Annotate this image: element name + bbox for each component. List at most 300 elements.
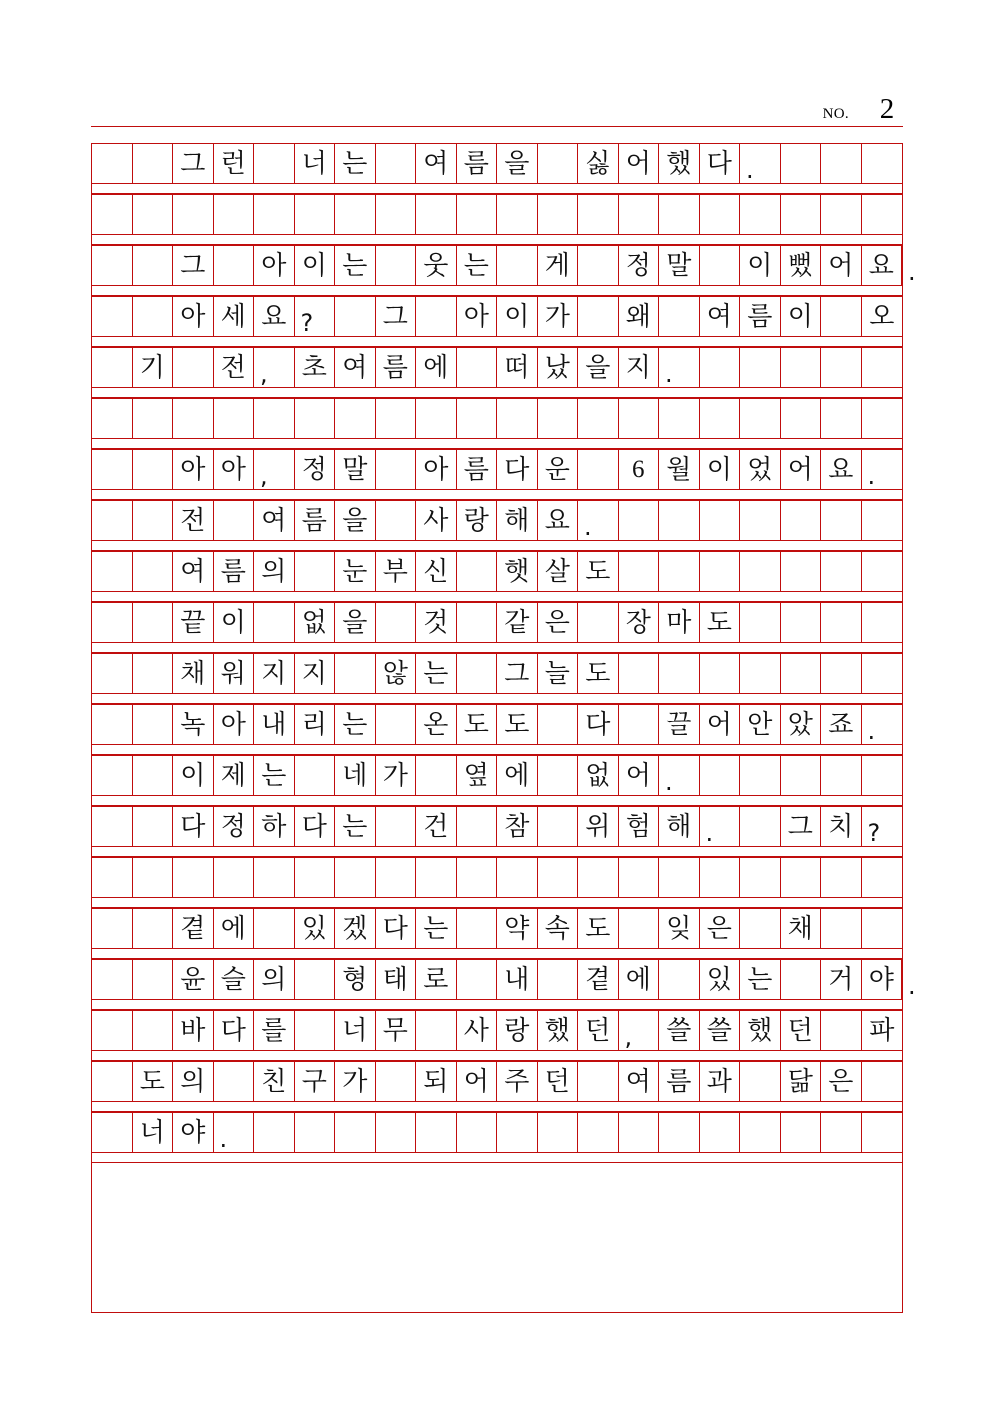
manuscript-cell[interactable]: 내 [497, 960, 538, 999]
manuscript-cell[interactable]: . [867, 717, 876, 745]
manuscript-cell[interactable] [416, 756, 457, 795]
manuscript-cell[interactable] [659, 858, 700, 897]
manuscript-cell[interactable] [92, 603, 133, 642]
manuscript-cell[interactable] [659, 1113, 700, 1152]
manuscript-cell[interactable] [376, 501, 417, 540]
manuscript-cell[interactable]: 이 [295, 246, 336, 285]
manuscript-cell[interactable]: 부 [376, 552, 417, 591]
manuscript-cell[interactable] [862, 399, 903, 438]
manuscript-cell[interactable]: 운 [538, 450, 579, 489]
manuscript-cell[interactable] [214, 195, 255, 234]
manuscript-cell[interactable]: 약 [497, 909, 538, 948]
manuscript-cell[interactable]: 는 [335, 807, 376, 846]
manuscript-cell[interactable]: 도 [700, 603, 741, 642]
manuscript-cell[interactable]: 전 [173, 501, 214, 540]
manuscript-cell[interactable] [376, 1062, 417, 1101]
manuscript-cell[interactable] [578, 858, 619, 897]
manuscript-cell[interactable]: 아 [457, 297, 498, 336]
manuscript-cell[interactable] [92, 297, 133, 336]
manuscript-cell[interactable]: 너 [335, 1011, 376, 1050]
manuscript-cell[interactable]: 을 [578, 348, 619, 387]
manuscript-cell[interactable]: 했 [740, 1011, 781, 1050]
manuscript-cell[interactable]: 끌 [659, 705, 700, 744]
manuscript-cell[interactable]: 에 [214, 909, 255, 948]
manuscript-cell[interactable] [295, 1011, 336, 1050]
manuscript-cell[interactable] [578, 1113, 619, 1152]
manuscript-cell[interactable] [821, 1113, 862, 1152]
manuscript-cell[interactable]: 에 [619, 960, 660, 999]
manuscript-cell[interactable] [92, 960, 133, 999]
manuscript-cell[interactable]: 을 [497, 144, 538, 183]
manuscript-cell[interactable] [376, 705, 417, 744]
manuscript-cell[interactable] [821, 195, 862, 234]
manuscript-cell[interactable] [740, 603, 781, 642]
manuscript-cell[interactable] [497, 858, 538, 897]
manuscript-cell[interactable]: 있 [295, 909, 336, 948]
manuscript-cell[interactable] [700, 246, 741, 285]
manuscript-cell[interactable] [92, 144, 133, 183]
manuscript-cell[interactable] [821, 603, 862, 642]
manuscript-cell[interactable] [740, 348, 781, 387]
manuscript-cell[interactable] [133, 807, 174, 846]
manuscript-cell[interactable]: 에 [497, 756, 538, 795]
manuscript-cell[interactable]: 리 [295, 705, 336, 744]
manuscript-cell[interactable]: 름 [457, 144, 498, 183]
manuscript-cell[interactable]: 해 [497, 501, 538, 540]
manuscript-cell[interactable]: 무 [376, 1011, 417, 1050]
manuscript-cell[interactable]: 윤 [173, 960, 214, 999]
manuscript-cell[interactable]: 워 [214, 654, 255, 693]
manuscript-cell[interactable] [92, 909, 133, 948]
manuscript-cell[interactable] [133, 399, 174, 438]
manuscript-cell[interactable]: 는 [457, 246, 498, 285]
manuscript-cell[interactable] [740, 501, 781, 540]
manuscript-cell[interactable] [659, 399, 700, 438]
manuscript-cell[interactable] [173, 195, 214, 234]
manuscript-cell[interactable]: 해 [659, 807, 700, 846]
manuscript-cell[interactable] [295, 1113, 336, 1152]
manuscript-cell[interactable] [821, 909, 862, 948]
manuscript-cell[interactable]: 오 [869, 301, 895, 332]
manuscript-cell[interactable]: 았 [781, 705, 822, 744]
manuscript-cell[interactable] [538, 144, 579, 183]
manuscript-cell[interactable] [781, 603, 822, 642]
manuscript-cell[interactable]: 여 [700, 297, 741, 336]
manuscript-cell[interactable]: 다 [173, 807, 214, 846]
manuscript-cell[interactable] [781, 501, 822, 540]
manuscript-cell[interactable]: 너 [133, 1113, 174, 1152]
manuscript-cell[interactable]: 사 [457, 1011, 498, 1050]
manuscript-cell[interactable] [335, 297, 376, 336]
manuscript-cell[interactable]: 어 [457, 1062, 498, 1101]
manuscript-cell[interactable] [740, 909, 781, 948]
manuscript-cell[interactable] [376, 246, 417, 285]
manuscript-cell[interactable]: 그 [173, 246, 214, 285]
manuscript-cell[interactable]: 눈 [335, 552, 376, 591]
manuscript-cell[interactable] [619, 654, 660, 693]
manuscript-cell[interactable] [335, 399, 376, 438]
manuscript-cell[interactable] [740, 807, 781, 846]
manuscript-cell[interactable] [133, 705, 174, 744]
manuscript-cell[interactable]: 아 [254, 246, 295, 285]
manuscript-cell[interactable]: 같 [497, 603, 538, 642]
manuscript-cell[interactable] [376, 399, 417, 438]
manuscript-cell[interactable]: 은 [538, 603, 579, 642]
manuscript-cell[interactable] [740, 1113, 781, 1152]
manuscript-cell[interactable]: 도 [578, 552, 619, 591]
manuscript-cell[interactable]: 났 [538, 348, 579, 387]
manuscript-cell[interactable] [781, 654, 822, 693]
manuscript-cell[interactable]: 월 [659, 450, 700, 489]
manuscript-cell[interactable] [457, 807, 498, 846]
manuscript-cell[interactable]: 도 [457, 705, 498, 744]
manuscript-cell[interactable] [781, 960, 822, 999]
manuscript-cell[interactable] [862, 195, 903, 234]
manuscript-cell[interactable] [781, 858, 822, 897]
manuscript-cell[interactable] [538, 1113, 579, 1152]
manuscript-cell[interactable] [133, 195, 174, 234]
manuscript-cell[interactable]: 는 [335, 705, 376, 744]
manuscript-cell[interactable] [92, 195, 133, 234]
manuscript-cell[interactable] [740, 858, 781, 897]
manuscript-cell[interactable] [214, 399, 255, 438]
manuscript-cell[interactable] [133, 909, 174, 948]
manuscript-cell[interactable]: 죠 [821, 705, 862, 744]
manuscript-cell[interactable] [335, 195, 376, 234]
manuscript-cell[interactable]: 지 [619, 348, 660, 387]
manuscript-cell[interactable] [781, 144, 822, 183]
manuscript-cell[interactable]: 전 [214, 348, 255, 387]
manuscript-cell[interactable] [659, 960, 700, 999]
manuscript-cell[interactable]: 의 [173, 1062, 214, 1101]
manuscript-cell[interactable]: 어 [700, 705, 741, 744]
manuscript-cell[interactable]: 름 [295, 501, 336, 540]
manuscript-cell[interactable] [457, 195, 498, 234]
manuscript-cell[interactable] [92, 1011, 133, 1050]
manuscript-cell[interactable]: 과 [700, 1062, 741, 1101]
manuscript-cell[interactable]: . [578, 501, 619, 540]
manuscript-cell[interactable]: 도 [497, 705, 538, 744]
manuscript-cell[interactable] [862, 1113, 903, 1152]
manuscript-cell[interactable]: 형 [335, 960, 376, 999]
manuscript-cell[interactable]: 정 [214, 807, 255, 846]
manuscript-cell[interactable]: 거 [821, 960, 862, 999]
manuscript-cell[interactable] [497, 1113, 538, 1152]
manuscript-cell[interactable]: 말 [659, 246, 700, 285]
manuscript-cell[interactable] [821, 756, 862, 795]
manuscript-cell[interactable] [295, 552, 336, 591]
manuscript-cell[interactable] [254, 603, 295, 642]
manuscript-cell[interactable] [295, 399, 336, 438]
manuscript-cell[interactable] [821, 552, 862, 591]
manuscript-cell[interactable]: 세 [214, 297, 255, 336]
manuscript-cell[interactable] [659, 501, 700, 540]
manuscript-cell[interactable] [335, 1113, 376, 1152]
manuscript-cell[interactable] [133, 654, 174, 693]
manuscript-cell[interactable] [92, 1062, 133, 1101]
manuscript-cell[interactable] [659, 654, 700, 693]
manuscript-cell[interactable] [781, 348, 822, 387]
manuscript-cell[interactable]: 아 [173, 297, 214, 336]
manuscript-cell[interactable]: 름 [659, 1062, 700, 1101]
manuscript-cell[interactable]: 참 [497, 807, 538, 846]
manuscript-cell[interactable] [862, 909, 903, 948]
manuscript-cell[interactable] [376, 1113, 417, 1152]
manuscript-cell[interactable]: 사 [416, 501, 457, 540]
manuscript-cell[interactable] [92, 501, 133, 540]
manuscript-cell[interactable] [578, 195, 619, 234]
manuscript-cell[interactable] [133, 450, 174, 489]
manuscript-cell[interactable]: 는 [740, 960, 781, 999]
manuscript-cell[interactable] [781, 399, 822, 438]
manuscript-cell[interactable] [862, 654, 903, 693]
manuscript-cell[interactable]: 것 [416, 603, 457, 642]
manuscript-cell[interactable]: 요 [538, 501, 579, 540]
manuscript-cell[interactable]: 안 [740, 705, 781, 744]
manuscript-cell[interactable]: 던 [578, 1011, 619, 1050]
manuscript-cell[interactable]: 다 [295, 807, 336, 846]
manuscript-cell[interactable] [335, 654, 376, 693]
manuscript-cell[interactable]: 여 [173, 552, 214, 591]
manuscript-cell[interactable] [578, 297, 619, 336]
manuscript-cell[interactable]: 태 [376, 960, 417, 999]
manuscript-cell[interactable]: 도 [578, 654, 619, 693]
manuscript-cell[interactable]: 하 [254, 807, 295, 846]
manuscript-cell[interactable] [740, 756, 781, 795]
manuscript-cell[interactable] [619, 705, 660, 744]
manuscript-cell[interactable] [740, 1062, 781, 1101]
manuscript-cell[interactable] [92, 756, 133, 795]
manuscript-cell[interactable] [376, 195, 417, 234]
manuscript-cell[interactable]: 웃 [416, 246, 457, 285]
manuscript-cell[interactable] [416, 858, 457, 897]
manuscript-cell[interactable] [416, 195, 457, 234]
manuscript-cell[interactable] [821, 297, 862, 336]
manuscript-cell[interactable]: 어 [619, 756, 660, 795]
manuscript-cell[interactable]: 이 [781, 297, 822, 336]
manuscript-cell[interactable] [173, 399, 214, 438]
manuscript-cell[interactable] [214, 1062, 255, 1101]
manuscript-cell[interactable] [214, 246, 255, 285]
manuscript-cell[interactable] [821, 858, 862, 897]
manuscript-cell[interactable]: 의 [254, 552, 295, 591]
manuscript-cell[interactable]: 로 [416, 960, 457, 999]
manuscript-cell[interactable]: 살 [538, 552, 579, 591]
manuscript-cell[interactable] [133, 858, 174, 897]
manuscript-cell[interactable]: . [700, 807, 741, 846]
manuscript-cell[interactable]: 했 [659, 144, 700, 183]
manuscript-cell[interactable] [821, 399, 862, 438]
manuscript-cell[interactable]: 녹 [173, 705, 214, 744]
manuscript-cell[interactable] [457, 552, 498, 591]
manuscript-cell[interactable] [700, 399, 741, 438]
manuscript-cell[interactable] [538, 807, 579, 846]
manuscript-cell[interactable] [92, 450, 133, 489]
manuscript-cell[interactable]: 에 [416, 348, 457, 387]
manuscript-cell[interactable]: , [254, 450, 295, 489]
manuscript-cell[interactable]: 늘 [538, 654, 579, 693]
manuscript-cell[interactable] [254, 858, 295, 897]
manuscript-cell[interactable]: 요 [254, 297, 295, 336]
manuscript-cell[interactable] [862, 1062, 903, 1101]
manuscript-cell[interactable]: 름 [214, 552, 255, 591]
manuscript-cell[interactable]: 는 [335, 246, 376, 285]
manuscript-cell[interactable]: 건 [416, 807, 457, 846]
manuscript-cell[interactable]: 그 [376, 297, 417, 336]
manuscript-cell[interactable]: 이 [214, 603, 255, 642]
manuscript-cell[interactable]: 그 [497, 654, 538, 693]
manuscript-cell[interactable] [457, 1113, 498, 1152]
manuscript-cell[interactable]: 그 [173, 144, 214, 183]
manuscript-cell[interactable] [659, 195, 700, 234]
manuscript-cell[interactable] [821, 501, 862, 540]
manuscript-cell[interactable]: . [867, 462, 876, 490]
manuscript-cell[interactable]: 아 [214, 705, 255, 744]
manuscript-cell[interactable]: 싫 [578, 144, 619, 183]
manuscript-cell[interactable]: 는 [416, 654, 457, 693]
manuscript-cell[interactable] [781, 195, 822, 234]
manuscript-cell[interactable]: 름 [740, 297, 781, 336]
manuscript-cell[interactable] [578, 1062, 619, 1101]
manuscript-cell[interactable] [578, 246, 619, 285]
manuscript-cell[interactable]: 뻤 [781, 246, 822, 285]
manuscript-cell[interactable]: 의 [254, 960, 295, 999]
manuscript-cell[interactable]: 었 [740, 450, 781, 489]
manuscript-cell[interactable]: 아 [173, 450, 214, 489]
manuscript-cell[interactable] [700, 756, 741, 795]
manuscript-cell[interactable]: ? [867, 819, 881, 847]
manuscript-cell[interactable] [740, 399, 781, 438]
manuscript-cell[interactable]: 파 [869, 1015, 895, 1046]
manuscript-cell[interactable]: 되 [416, 1062, 457, 1101]
manuscript-cell[interactable] [376, 807, 417, 846]
manuscript-cell[interactable] [862, 756, 903, 795]
manuscript-cell[interactable] [416, 1011, 457, 1050]
manuscript-cell[interactable] [254, 909, 295, 948]
manuscript-cell[interactable]: 쓸 [700, 1011, 741, 1050]
manuscript-cell[interactable]: 바 [173, 1011, 214, 1050]
manuscript-cell[interactable]: 너 [295, 144, 336, 183]
manuscript-cell[interactable]: 쓸 [659, 1011, 700, 1050]
manuscript-cell[interactable] [700, 858, 741, 897]
manuscript-cell[interactable]: 도 [133, 1062, 174, 1101]
manuscript-cell[interactable]: 가 [335, 1062, 376, 1101]
manuscript-cell[interactable]: 는 [416, 909, 457, 948]
manuscript-cell[interactable]: 곁 [173, 909, 214, 948]
manuscript-cell[interactable]: 여 [619, 1062, 660, 1101]
manuscript-cell[interactable] [92, 552, 133, 591]
manuscript-cell[interactable] [862, 603, 903, 642]
manuscript-cell[interactable]: 주 [497, 1062, 538, 1101]
manuscript-cell[interactable] [700, 501, 741, 540]
manuscript-cell[interactable]: 야 [173, 1113, 214, 1152]
manuscript-cell[interactable] [295, 756, 336, 795]
manuscript-cell[interactable]: 런 [214, 144, 255, 183]
manuscript-cell[interactable] [700, 195, 741, 234]
manuscript-cell[interactable]: 제 [214, 756, 255, 795]
manuscript-cell[interactable] [376, 603, 417, 642]
manuscript-cell[interactable]: 이 [497, 297, 538, 336]
manuscript-cell[interactable] [457, 960, 498, 999]
manuscript-cell[interactable] [173, 858, 214, 897]
manuscript-cell[interactable] [133, 246, 174, 285]
manuscript-cell[interactable]: 야 [862, 960, 903, 999]
manuscript-cell[interactable]: 초 [295, 348, 336, 387]
manuscript-cell[interactable]: 마 [659, 603, 700, 642]
manuscript-cell[interactable]: . [659, 348, 700, 387]
manuscript-cell[interactable] [619, 1113, 660, 1152]
manuscript-cell[interactable]: 채 [173, 654, 214, 693]
manuscript-cell[interactable] [538, 858, 579, 897]
manuscript-cell[interactable]: 는 [335, 144, 376, 183]
manuscript-cell[interactable] [619, 195, 660, 234]
manuscript-cell[interactable]: 정 [619, 246, 660, 285]
manuscript-cell[interactable]: , [254, 348, 295, 387]
manuscript-cell[interactable] [497, 399, 538, 438]
manuscript-cell[interactable] [214, 858, 255, 897]
manuscript-cell[interactable]: 네 [335, 756, 376, 795]
manuscript-cell[interactable] [254, 399, 295, 438]
manuscript-cell[interactable]: 여 [335, 348, 376, 387]
manuscript-cell[interactable] [457, 858, 498, 897]
manuscript-cell[interactable] [821, 144, 862, 183]
manuscript-cell[interactable] [700, 552, 741, 591]
manuscript-cell[interactable] [133, 501, 174, 540]
manuscript-cell[interactable] [862, 501, 903, 540]
manuscript-cell[interactable]: 슬 [214, 960, 255, 999]
manuscript-cell[interactable] [659, 297, 700, 336]
manuscript-cell[interactable] [862, 348, 903, 387]
manuscript-cell[interactable]: 있 [700, 960, 741, 999]
manuscript-cell[interactable] [862, 858, 903, 897]
manuscript-cell[interactable]: 속 [538, 909, 579, 948]
manuscript-cell[interactable] [700, 1113, 741, 1152]
manuscript-cell[interactable] [781, 552, 822, 591]
manuscript-cell[interactable]: 옆 [457, 756, 498, 795]
manuscript-cell[interactable] [92, 858, 133, 897]
manuscript-cell[interactable]: 게 [538, 246, 579, 285]
manuscript-cell[interactable]: 그 [781, 807, 822, 846]
manuscript-cell[interactable]: 여 [254, 501, 295, 540]
manuscript-cell[interactable]: 온 [416, 705, 457, 744]
manuscript-cell[interactable] [538, 756, 579, 795]
manuscript-cell[interactable]: 잊 [659, 909, 700, 948]
manuscript-cell[interactable] [781, 756, 822, 795]
manuscript-cell[interactable]: . [659, 756, 700, 795]
manuscript-cell[interactable] [295, 858, 336, 897]
manuscript-cell[interactable] [497, 246, 538, 285]
manuscript-cell[interactable]: 을 [335, 501, 376, 540]
manuscript-cell[interactable]: 친 [254, 1062, 295, 1101]
manuscript-cell[interactable]: 름 [376, 348, 417, 387]
manuscript-cell[interactable] [92, 399, 133, 438]
manuscript-cell[interactable]: . [214, 1113, 255, 1152]
manuscript-cell[interactable] [700, 348, 741, 387]
manuscript-cell[interactable] [781, 1113, 822, 1152]
manuscript-cell[interactable]: 끝 [173, 603, 214, 642]
manuscript-cell[interactable]: 햇 [497, 552, 538, 591]
manuscript-cell[interactable] [821, 348, 862, 387]
manuscript-cell[interactable]: 던 [538, 1062, 579, 1101]
manuscript-cell[interactable]: 6 [619, 450, 660, 489]
manuscript-cell[interactable]: 아 [416, 450, 457, 489]
manuscript-cell[interactable] [416, 297, 457, 336]
manuscript-cell[interactable] [92, 705, 133, 744]
manuscript-cell[interactable] [92, 246, 133, 285]
manuscript-cell[interactable]: 채 [781, 909, 822, 948]
manuscript-cell[interactable] [254, 195, 295, 234]
manuscript-cell[interactable]: 신 [416, 552, 457, 591]
